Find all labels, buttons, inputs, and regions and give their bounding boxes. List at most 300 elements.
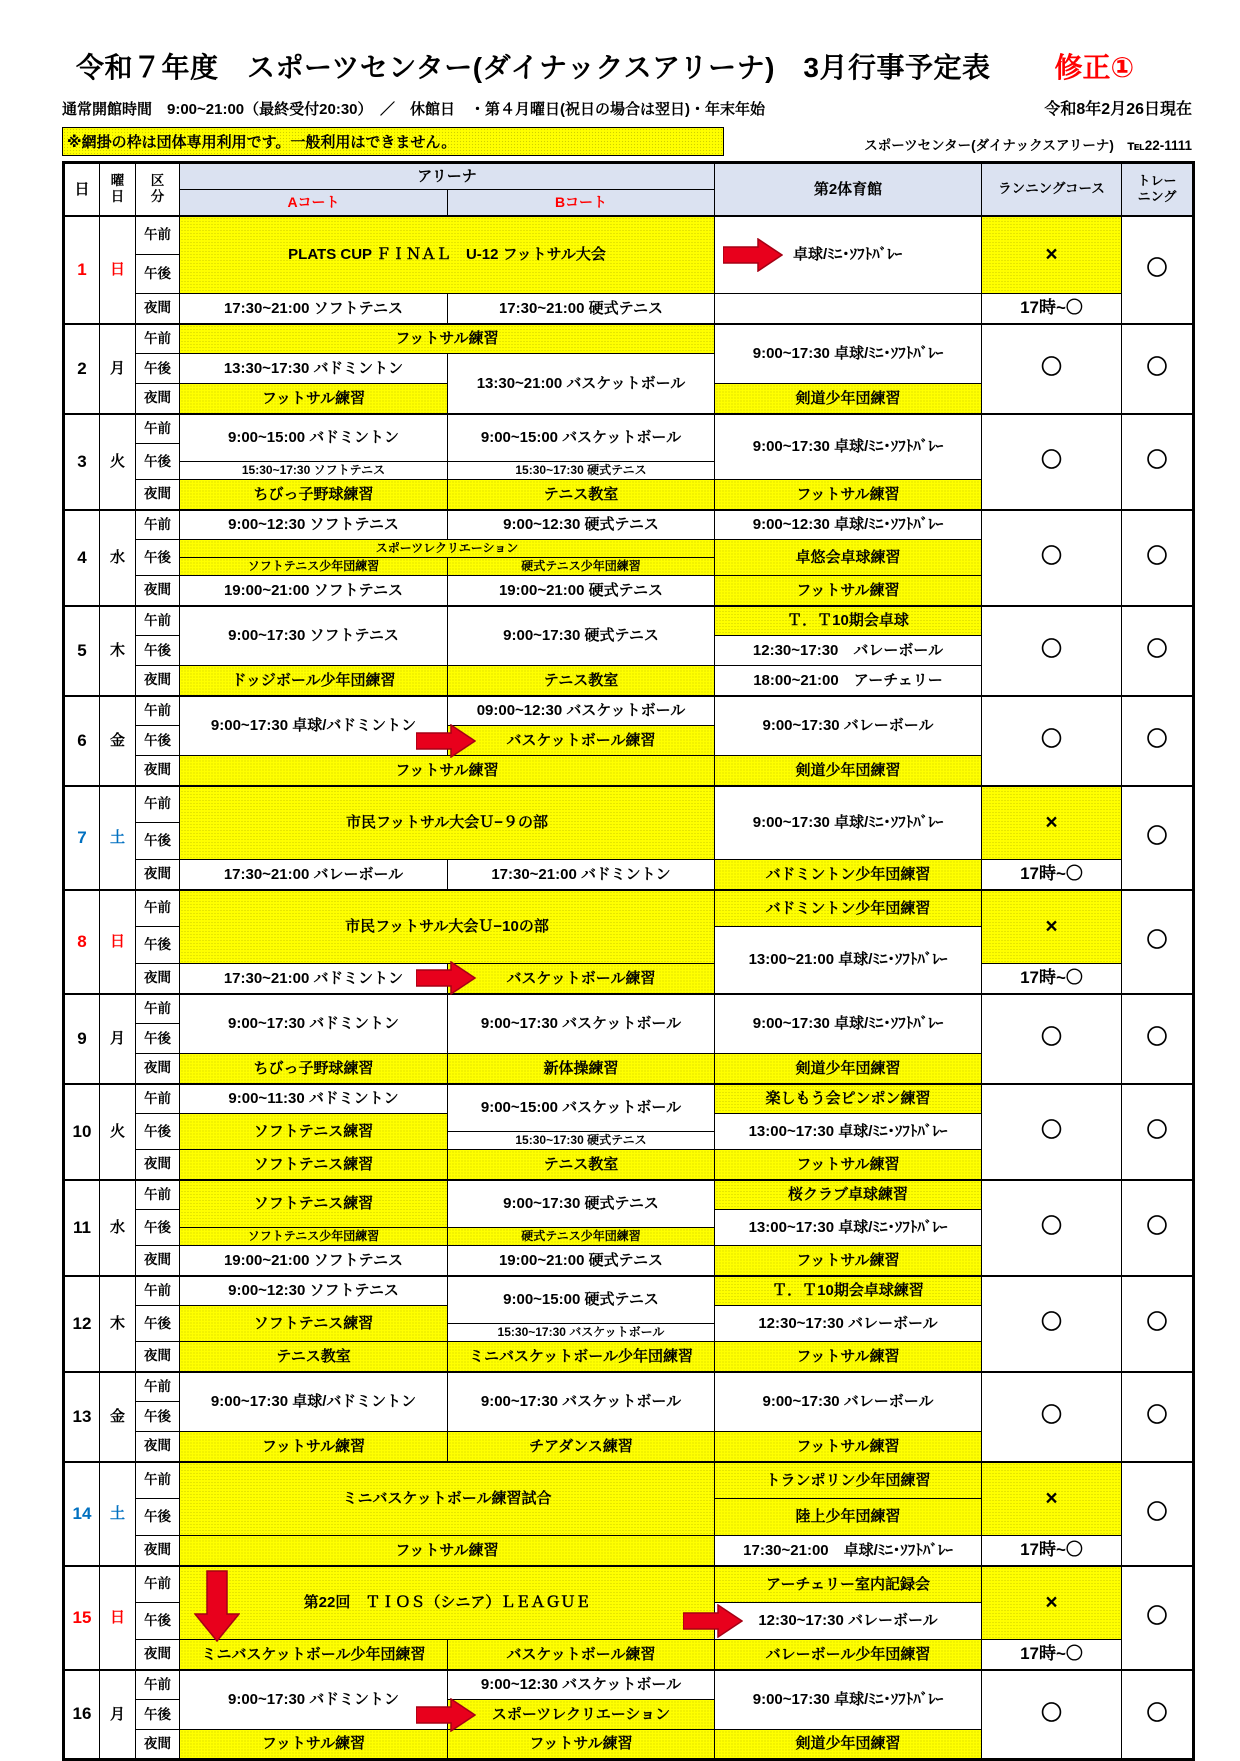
schedule-cell: [180, 786, 715, 860]
cell-text: 剣道少年団練習: [795, 389, 901, 407]
schedule-cell: [715, 927, 982, 994]
opening-hours: 通常開館時間 9:00~21:00（最終受付20:30） ／ 休館日 ・第４月曜日(祝日の場合は翌日)・年末年始: [62, 101, 766, 118]
cell-text: 15:30~17:30 ソフトテニス: [241, 462, 386, 477]
running-cell: [982, 1276, 1122, 1372]
schedule-cell: [715, 666, 982, 696]
cell-text: バレーボール少年団練習: [765, 1645, 931, 1663]
cell-text: 9:00~15:00 バスケットボール: [480, 1099, 682, 1117]
schedule-cell: [180, 294, 448, 324]
cell-text: 9:00~17:30 バレーボール: [762, 1393, 934, 1411]
col-header-training: トレーニング: [1122, 163, 1194, 216]
period-label-cell: 午後: [136, 1402, 180, 1432]
schedule-cell: [448, 964, 715, 994]
schedule-cell: [180, 510, 448, 540]
page-title: 令和７年度 スポーツセンター(ダイナックスアリーナ) 3月行事予定表: [76, 52, 991, 83]
running-cell: [982, 606, 1122, 696]
schedule-cell: [448, 576, 715, 606]
schedule-cell: [448, 1670, 715, 1700]
schedule-cell: [715, 1054, 982, 1084]
running-cell: [982, 786, 1122, 860]
running-cell: [982, 294, 1122, 324]
running-cell: [982, 1180, 1122, 1276]
cell-text: 9:00~17:30 卓球/ﾐﾆ･ｿﾌﾄﾊﾞﾚｰ: [752, 345, 944, 363]
shaded-cells-note: ※網掛の枠は団体専用利用です。一般利用はできません。: [62, 127, 724, 156]
note-row: [62, 127, 1192, 156]
schedule-cell: [448, 1372, 715, 1432]
schedule-cell: [448, 696, 715, 726]
running-cell: [982, 1640, 1122, 1670]
schedule-cell: [715, 1566, 982, 1603]
cell-text: 卓球/ﾐﾆ･ｿﾌﾄﾊﾞﾚｰ: [793, 246, 903, 264]
weekday-cell: 木: [100, 606, 136, 696]
schedule-cell: [715, 1462, 982, 1499]
cell-text: 9:00~11:30 バドミントン: [228, 1090, 399, 1108]
schedule-row: [64, 994, 1194, 1024]
period-label-cell: 夜間: [136, 1432, 180, 1462]
cell-text: フットサル練習: [261, 1735, 366, 1753]
running-cell: [982, 1536, 1122, 1566]
running-cell: [982, 1566, 1122, 1640]
cell-text: 15:30~17:30 硬式テニス: [515, 462, 647, 477]
schedule-cell: [180, 1114, 448, 1150]
period-label-cell: 夜間: [136, 294, 180, 324]
training-cell: [1122, 1180, 1194, 1276]
schedule-cell: [180, 1150, 448, 1180]
period-label-cell: 夜間: [136, 666, 180, 696]
schedule-cell: [180, 1536, 715, 1566]
schedule-cell: [448, 1700, 715, 1730]
day-number-cell: 10: [64, 1084, 100, 1180]
period-label-cell: 午前: [136, 414, 180, 444]
day-number-cell: 4: [64, 510, 100, 606]
cell-text: 9:00~17:30 バスケットボール: [480, 1015, 682, 1033]
period-label-cell: 夜間: [136, 964, 180, 994]
schedule-row: [64, 1462, 1194, 1499]
schedule-cell: [448, 354, 715, 414]
cell-text: 9:00~15:00 バスケットボール: [480, 429, 682, 447]
cell-text: スポーツレクリエーション: [491, 1705, 671, 1723]
cell-text: 17時~〇: [1020, 864, 1083, 884]
cell-text: 〇: [1041, 1215, 1062, 1239]
cell-text: 9:00~17:30 硬式テニス: [503, 1195, 659, 1213]
period-label-cell: 午前: [136, 216, 180, 255]
schedule-cell: [715, 1670, 982, 1730]
col-header-day: 日: [64, 163, 100, 216]
cell-text: 13:30~17:30 バドミントン: [223, 359, 404, 377]
cell-text: 9:00~17:30 バドミントン: [227, 1015, 399, 1033]
schedule-cell: [180, 890, 715, 964]
cell-text: ×: [1045, 1486, 1058, 1510]
period-label-cell: 午前: [136, 696, 180, 726]
running-cell: [982, 1084, 1122, 1180]
schedule-cell: [448, 606, 715, 666]
cell-text: 〇: [1041, 1119, 1062, 1143]
running-cell: [982, 1670, 1122, 1760]
cell-text: 〇: [1146, 1026, 1168, 1050]
cell-text: 剣道少年団練習: [795, 761, 901, 779]
training-cell: [1122, 1462, 1194, 1566]
weekday-cell: 金: [100, 696, 136, 786]
schedule-cell: [715, 994, 982, 1054]
cell-text: ×: [1045, 914, 1058, 938]
schedule-cell: [715, 1306, 982, 1342]
schedule-cell: [715, 294, 982, 324]
day-number-cell: 9: [64, 994, 100, 1084]
cell-text: バドミントン少年団練習: [765, 899, 931, 917]
cell-text: ×: [1045, 1590, 1058, 1614]
day-number-cell: 14: [64, 1462, 100, 1566]
cell-text: ドッジボール少年団練習: [231, 671, 396, 689]
cell-text: ソフトテニス練習: [253, 1155, 374, 1173]
schedule-row: [64, 860, 1194, 890]
schedule-row: [64, 1276, 1194, 1306]
cell-text: 9:00~17:30 バドミントン: [227, 1691, 399, 1709]
cell-text: 19:00~21:00 ソフトテニス: [223, 1251, 404, 1269]
red-arrow-right-icon: [723, 238, 783, 272]
cell-text: 〇: [1146, 1215, 1168, 1239]
schedule-row: [64, 786, 1194, 823]
cell-text: 〇: [1041, 356, 1062, 380]
schedule-cell: [715, 606, 982, 636]
schedule-cell: [715, 216, 982, 294]
running-cell: [982, 1462, 1122, 1536]
weekday-cell: 火: [100, 1084, 136, 1180]
training-cell: [1122, 1566, 1194, 1670]
schedule-cell: [715, 1276, 982, 1306]
cell-text: 〇: [1146, 1404, 1168, 1428]
period-label-cell: 午後: [136, 823, 180, 860]
schedule-cell: [180, 1306, 448, 1342]
schedule-cell: [715, 786, 982, 860]
running-cell: [982, 324, 1122, 414]
period-label-cell: 午前: [136, 510, 180, 540]
cell-text: 17時~〇: [1020, 298, 1083, 318]
schedule-row: [64, 1536, 1194, 1566]
schedule-cell: [180, 354, 448, 384]
cell-text: 9:00~17:30 卓球/バドミントン: [210, 717, 417, 735]
schedule-cell: [180, 384, 448, 414]
day-number-cell: 3: [64, 414, 100, 510]
day-number-cell: 12: [64, 1276, 100, 1372]
schedule-cell: [448, 1180, 715, 1228]
schedule-cell: [448, 1640, 715, 1670]
period-label-cell: 午後: [136, 1114, 180, 1150]
schedule-cell: [180, 414, 448, 462]
cell-text: 第22回 ＴＩＯＳ（シニア）ＬＥＡＧＵＥ: [303, 1594, 591, 1612]
period-label-cell: 午後: [136, 255, 180, 294]
cell-text: トランポリン少年団練習: [765, 1471, 931, 1489]
cell-text: 〇: [1041, 1026, 1062, 1050]
day-number-cell: 16: [64, 1670, 100, 1760]
schedule-cell: [180, 324, 715, 354]
red-arrow-down-icon: [194, 1570, 240, 1642]
schedule-cell: [180, 1228, 448, 1246]
period-label-cell: 夜間: [136, 756, 180, 786]
cell-text: フットサル練習: [796, 485, 900, 503]
running-cell: [982, 1372, 1122, 1462]
cell-text: PLATS CUP ＦＩＮＡＬ U-12 フットサル大会: [288, 246, 606, 264]
schedule-cell: [448, 414, 715, 462]
cell-text: テニス教室: [276, 1347, 351, 1365]
cell-text: テニス教室: [543, 671, 619, 689]
schedule-cell: [448, 666, 715, 696]
period-label-cell: 午前: [136, 1566, 180, 1603]
day-number-cell: 6: [64, 696, 100, 786]
col-header-court-a: Aコート: [180, 190, 448, 216]
schedule-cell: [448, 1246, 715, 1276]
training-cell: [1122, 786, 1194, 890]
schedule-cell: [715, 1432, 982, 1462]
cell-text: 9:00~15:00 バドミントン: [227, 429, 399, 447]
cell-text: 13:30~21:00 バスケットボール: [476, 374, 686, 392]
cell-text: 市民フットサル大会Ｕ−９の部: [346, 814, 548, 832]
period-label-cell: 午前: [136, 324, 180, 354]
period-label-cell: 午前: [136, 1084, 180, 1114]
weekday-cell: 日: [100, 890, 136, 994]
cell-text: ソフトテニス少年団練習: [247, 558, 380, 573]
schedule-cell: [715, 1372, 982, 1432]
cell-text: 〇: [1041, 1702, 1062, 1726]
period-label-cell: 午後: [136, 444, 180, 480]
schedule-cell: [448, 1342, 715, 1372]
cell-text: 〇: [1146, 1119, 1168, 1143]
schedule-cell: [448, 558, 715, 576]
cell-text: ちびっ子野球練習: [253, 485, 374, 503]
day-number-cell: 15: [64, 1566, 100, 1670]
schedule-cell: [448, 726, 715, 756]
period-label-cell: 午前: [136, 1372, 180, 1402]
weekday-cell: 金: [100, 1372, 136, 1462]
schedule-cell: [180, 1432, 448, 1462]
schedule-cell: [180, 756, 715, 786]
hours-row: [62, 96, 1192, 119]
weekday-cell: 土: [100, 786, 136, 890]
schedule-cell: [448, 1276, 715, 1324]
period-label-cell: 午後: [136, 1700, 180, 1730]
cell-text: 9:00~17:30 ソフトテニス: [228, 627, 399, 645]
cell-text: フットサル練習: [796, 1251, 900, 1269]
running-cell: [982, 964, 1122, 994]
cell-text: フットサル練習: [395, 761, 499, 779]
period-label-cell: 夜間: [136, 480, 180, 510]
schedule-cell: [448, 510, 715, 540]
cell-text: 9:00~17:30 卓球/バドミントン: [210, 1393, 417, 1411]
cell-text: 13:00~17:30 卓球/ﾐﾆ･ｿﾌﾄﾊﾞﾚｰ: [748, 1218, 948, 1236]
schedule-cell: [715, 1499, 982, 1536]
cell-text: 〇: [1146, 356, 1168, 380]
period-label-cell: 午後: [136, 1024, 180, 1054]
cell-text: 9:00~12:30 バスケットボール: [480, 1676, 682, 1694]
period-label-cell: 夜間: [136, 1150, 180, 1180]
schedule-row: [64, 890, 1194, 927]
schedule-cell: [715, 1342, 982, 1372]
cell-text: 09:00~12:30 バスケットボール: [476, 702, 686, 720]
schedule-row: [64, 1372, 1194, 1402]
cell-text: 15:30~17:30 硬式テニス: [515, 1132, 647, 1147]
period-label-cell: 午後: [136, 540, 180, 576]
period-label-cell: 午前: [136, 606, 180, 636]
schedule-row: [64, 1670, 1194, 1700]
schedule-cell: [180, 1084, 448, 1114]
cell-text: 〇: [1146, 825, 1168, 849]
schedule-cell: [180, 1180, 448, 1228]
schedule-row: [64, 1084, 1194, 1114]
training-cell: [1122, 890, 1194, 994]
period-label-cell: 午前: [136, 1180, 180, 1210]
cell-text: 17:30~21:00 バレーボール: [223, 865, 404, 883]
cell-text: 17:30~21:00 バドミントン: [491, 865, 671, 883]
weekday-cell: 火: [100, 414, 136, 510]
running-cell: [982, 890, 1122, 964]
cell-text: ソフトテニス練習: [253, 1122, 374, 1140]
running-cell: [982, 994, 1122, 1084]
running-cell: [982, 510, 1122, 606]
schedule-cell: [715, 480, 982, 510]
period-label-cell: 夜間: [136, 576, 180, 606]
cell-text: フットサル練習: [529, 1735, 633, 1753]
contact-phone: スポーツセンター(ダイナックスアリーナ) ℡22-1111: [864, 138, 1192, 153]
cell-text: ×: [1045, 242, 1058, 266]
cell-text: 市民フットサル大会Ｕ−10の部: [345, 918, 549, 936]
period-label-cell: 午後: [136, 354, 180, 384]
cell-text: フットサル練習: [796, 1347, 900, 1365]
cell-text: 新体操練習: [543, 1059, 619, 1077]
cell-text: 13:00~17:30 卓球/ﾐﾆ･ｿﾌﾄﾊﾞﾚｰ: [748, 1122, 948, 1140]
schedule-cell: [180, 964, 448, 994]
cell-text: 〇: [1041, 1404, 1062, 1428]
schedule-cell: [180, 666, 448, 696]
schedule-row: [64, 606, 1194, 636]
period-label-cell: 夜間: [136, 384, 180, 414]
cell-text: 19:00~21:00 ソフトテニス: [223, 581, 404, 599]
cell-text: フットサル練習: [261, 1437, 366, 1455]
schedule-row: [64, 696, 1194, 726]
cell-text: 卓悠会卓球練習: [795, 548, 901, 566]
weekday-cell: 月: [100, 324, 136, 414]
schedule-cell: [715, 756, 982, 786]
running-cell: [982, 414, 1122, 510]
cell-text: 18:00~21:00 アーチェリー: [753, 671, 943, 689]
as-of-date: 令和8年2月26日現在: [1044, 101, 1192, 118]
schedule-cell: [715, 890, 982, 927]
period-label-cell: 午後: [136, 927, 180, 964]
cell-text: 17:30~21:00 ソフトテニス: [223, 299, 404, 317]
cell-text: チアダンス練習: [529, 1437, 633, 1455]
schedule-cell: [180, 1342, 448, 1372]
schedule-row: [64, 1180, 1194, 1210]
period-label-cell: 夜間: [136, 1246, 180, 1276]
cell-text: ミニバスケットボール少年団練習: [469, 1347, 693, 1365]
cell-text: 12:30~17:30 バレーボール: [758, 1314, 938, 1332]
cell-text: フットサル練習: [395, 1541, 499, 1559]
training-cell: [1122, 606, 1194, 696]
cell-text: 〇: [1146, 728, 1168, 752]
cell-text: 19:00~21:00 硬式テニス: [498, 1251, 664, 1269]
period-label-cell: 午後: [136, 1499, 180, 1536]
cell-text: 陸上少年団練習: [795, 1508, 901, 1526]
training-cell: [1122, 1276, 1194, 1372]
cell-text: 17:30~21:00 硬式テニス: [498, 299, 664, 317]
cell-text: ソフトテニス少年団練習: [247, 1228, 380, 1243]
training-cell: [1122, 1372, 1194, 1462]
weekday-cell: 土: [100, 1462, 136, 1566]
schedule-row: [64, 324, 1194, 354]
cell-text: 17:30~21:00 卓球/ﾐﾆ･ｿﾌﾄﾊﾞﾚｰ: [743, 1541, 953, 1559]
schedule-cell: [180, 1566, 715, 1640]
training-cell: [1122, 1084, 1194, 1180]
schedule-row: [64, 510, 1194, 540]
cell-text: 〇: [1041, 1311, 1062, 1335]
period-label-cell: 午前: [136, 890, 180, 927]
cell-text: 〇: [1041, 638, 1062, 662]
cell-text: 19:00~21:00 硬式テニス: [498, 581, 664, 599]
schedule-cell: [180, 1730, 448, 1760]
period-label-cell: 午後: [136, 726, 180, 756]
schedule-cell: [180, 1276, 448, 1306]
schedule-cell: [715, 1114, 982, 1150]
cell-text: 17時~〇: [1020, 968, 1083, 988]
schedule-cell: [715, 324, 982, 384]
day-number-cell: 11: [64, 1180, 100, 1276]
schedule-cell: [180, 1640, 448, 1670]
schedule-cell: [180, 1246, 448, 1276]
cell-text: 9:00~12:30 硬式テニス: [503, 516, 659, 534]
schedule-cell: [180, 576, 448, 606]
schedule-cell: [180, 216, 715, 294]
cell-text: ×: [1045, 810, 1058, 834]
schedule-cell: [715, 860, 982, 890]
cell-text: 9:00~12:30 卓球/ﾐﾆ･ｿﾌﾄﾊﾞﾚｰ: [752, 516, 944, 534]
col-header-category: 区分: [136, 163, 180, 216]
weekday-cell: 水: [100, 1180, 136, 1276]
schedule-cell: [715, 636, 982, 666]
schedule-cell: [448, 860, 715, 890]
cell-text: 9:00~17:30 卓球/ﾐﾆ･ｿﾌﾄﾊﾞﾚｰ: [752, 1691, 944, 1709]
cell-text: 〇: [1041, 449, 1062, 473]
schedule-cell: [448, 994, 715, 1054]
running-cell: [982, 216, 1122, 294]
cell-text: 楽しもう会ピンポン練習: [765, 1090, 931, 1108]
col-header-court-b: Bコート: [448, 190, 715, 216]
period-label-cell: 午前: [136, 1276, 180, 1306]
schedule-cell: [448, 462, 715, 480]
schedule-cell: [180, 558, 448, 576]
period-label-cell: 午後: [136, 636, 180, 666]
schedule-cell: [715, 510, 982, 540]
running-cell: [982, 696, 1122, 786]
cell-text: 〇: [1146, 638, 1168, 662]
col-header-arena: アリーナ: [180, 163, 715, 190]
schedule-cell: [448, 1132, 715, 1150]
weekday-cell: 日: [100, 216, 136, 324]
cell-text: 17時~〇: [1020, 1540, 1083, 1560]
cell-text: 〇: [1146, 1501, 1168, 1525]
schedule-cell: [180, 1372, 448, 1432]
schedule-cell: [448, 1054, 715, 1084]
schedule-cell: [448, 1324, 715, 1342]
period-label-cell: 午前: [136, 1462, 180, 1499]
cell-text: 硬式テニス少年団練習: [521, 1228, 641, 1243]
cell-text: 桜クラブ卓球練習: [787, 1186, 908, 1204]
cell-text: 9:00~12:30 ソフトテニス: [228, 1282, 399, 1300]
schedule-cell: [180, 860, 448, 890]
cell-text: アーチェリー室内記録会: [765, 1575, 931, 1593]
cell-text: 〇: [1146, 545, 1168, 569]
schedule-cell: [448, 1228, 715, 1246]
weekday-cell: 木: [100, 1276, 136, 1372]
training-cell: [1122, 696, 1194, 786]
cell-text: バドミントン少年団練習: [765, 865, 931, 883]
